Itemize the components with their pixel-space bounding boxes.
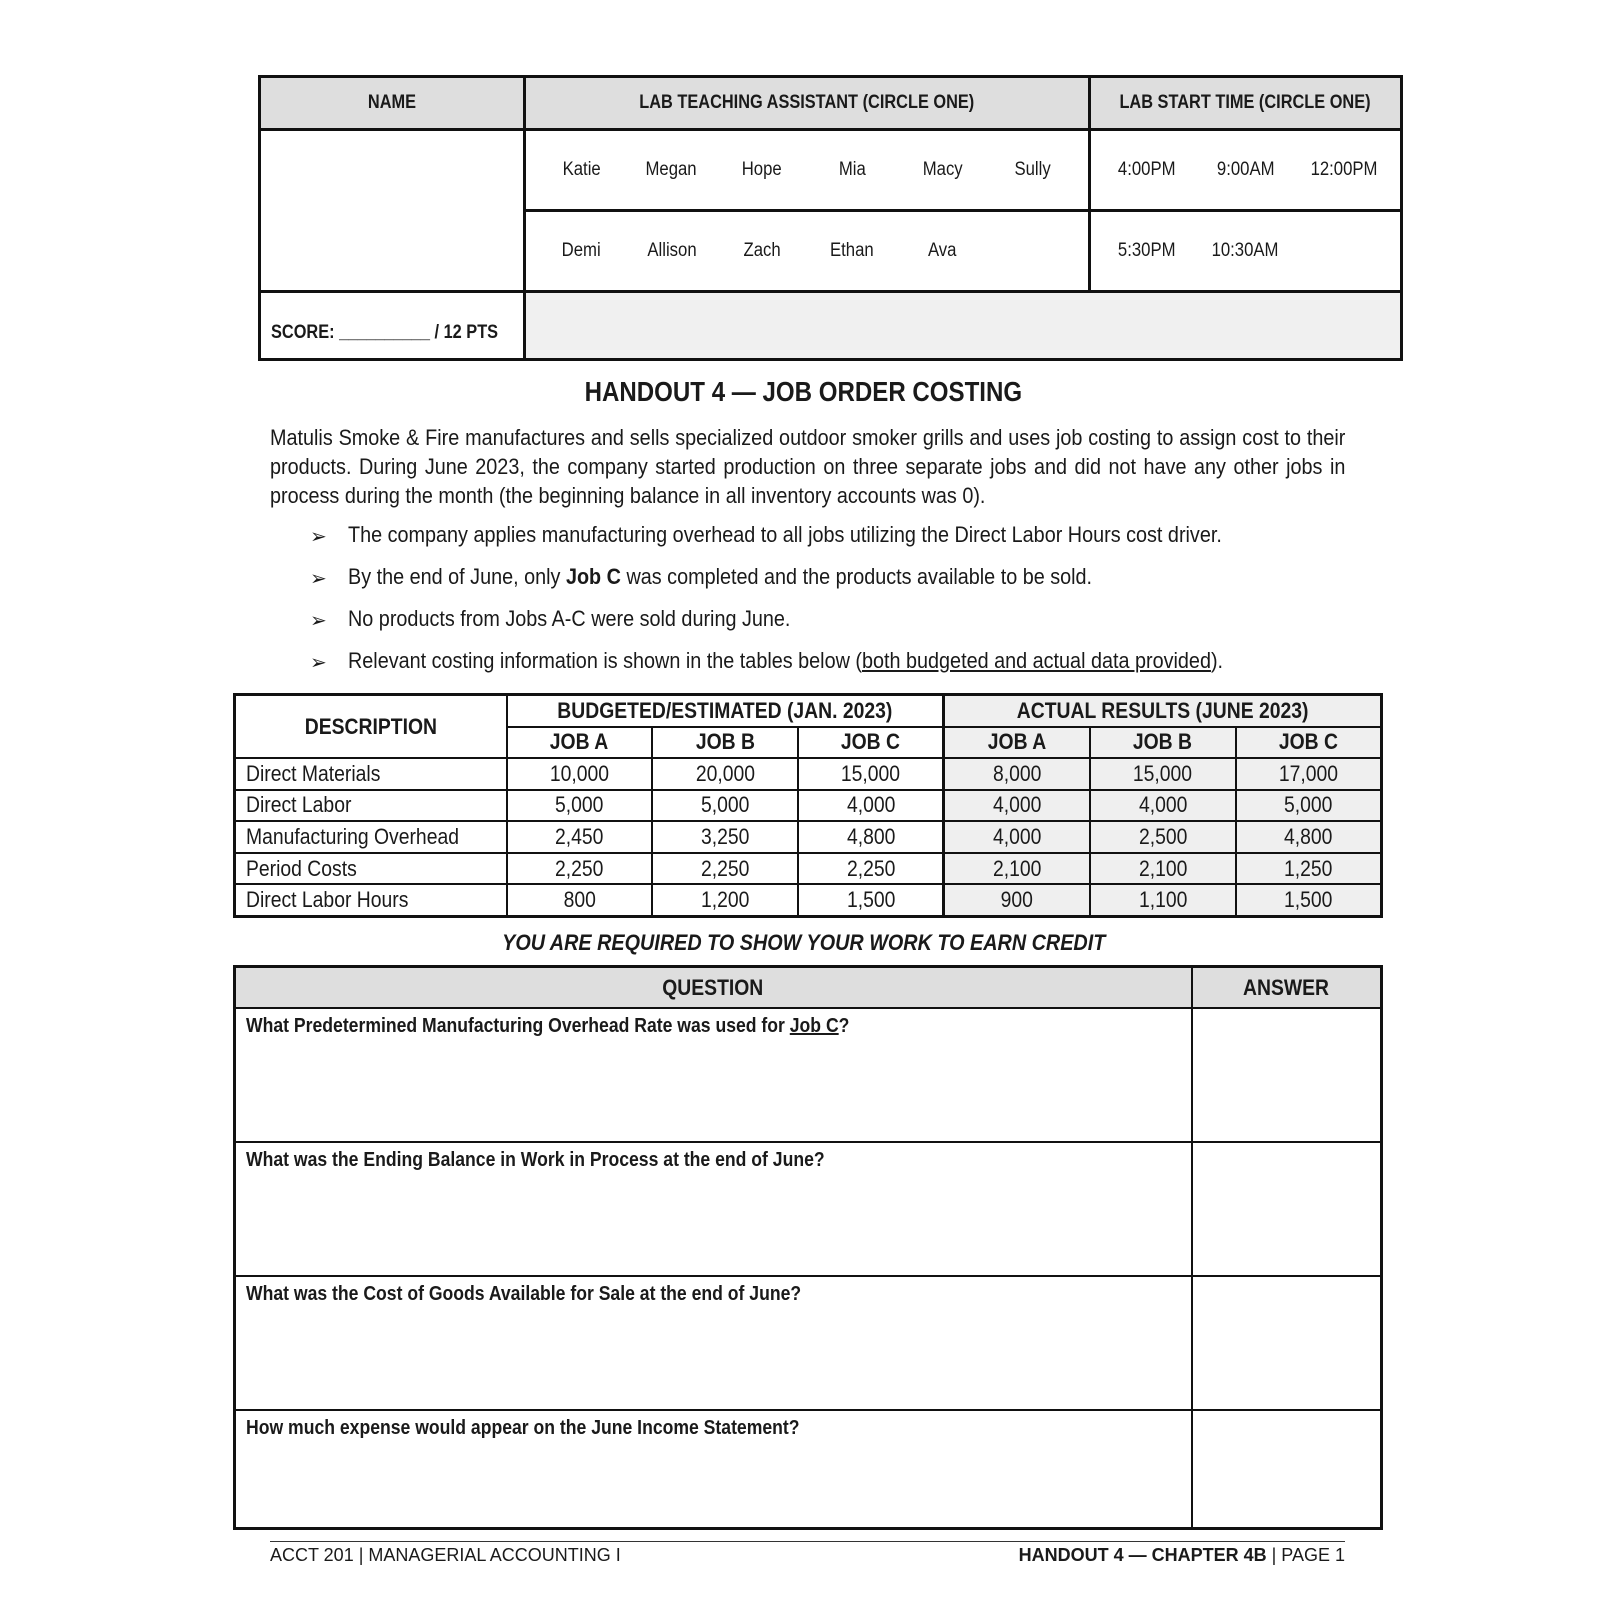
row-label: Direct Materials xyxy=(235,758,507,790)
time-option[interactable]: 10:30AM xyxy=(1212,240,1279,261)
ta-option[interactable]: Katie xyxy=(562,159,601,180)
score-gray-band xyxy=(525,292,1402,360)
job-header: JOB B xyxy=(1090,727,1236,759)
table-cell: 17,000 xyxy=(1236,758,1382,790)
list-item: ➢ The company applies manufacturing overhead to all jobs utilizing the Direct Labor Hours cost driver. xyxy=(310,522,1222,548)
table-cell: 4,000 xyxy=(798,790,944,822)
table-cell: 1,200 xyxy=(652,884,798,916)
job-header: JOB A xyxy=(944,727,1090,759)
score-field: SCORE: __________ / 12 PTS xyxy=(260,292,525,360)
time-option[interactable]: 5:30PM xyxy=(1117,240,1176,261)
table-cell: 2,100 xyxy=(944,853,1090,885)
question-header: QUESTION xyxy=(235,967,1192,1009)
answer-field-4[interactable] xyxy=(1192,1410,1382,1529)
table-cell: 8,000 xyxy=(944,758,1090,790)
table-cell: 4,800 xyxy=(798,821,944,853)
name-field[interactable] xyxy=(260,130,525,292)
arrow-bullet-icon: ➢ xyxy=(310,652,327,674)
table-cell: 4,000 xyxy=(944,821,1090,853)
intro-paragraph: Matulis Smoke & Fire manufactures and sells specialized outdoor smoker grills and uses job costing to assign cost to their products. During June 2023, the company started production on three separate jobs and did not have any other jobs in process during the month (the beginning balance in all inventory accounts was 0). xyxy=(270,425,1346,508)
question-2: What was the Ending Balance in Work in Process at the end of June? xyxy=(235,1142,1192,1276)
table-cell: 800 xyxy=(507,884,653,916)
answer-field-1[interactable] xyxy=(1192,1008,1382,1142)
row-label: Direct Labor Hours xyxy=(235,884,507,916)
description-header: DESCRIPTION xyxy=(235,695,507,759)
table-cell: 5,000 xyxy=(507,790,653,822)
ta-label: LAB TEACHING ASSISTANT (CIRCLE ONE) xyxy=(525,77,1090,130)
table-cell: 2,500 xyxy=(1090,821,1236,853)
question-4: How much expense would appear on the June Income Statement? xyxy=(235,1410,1192,1529)
cost-data-table xyxy=(233,693,1383,918)
table-row xyxy=(235,821,1382,853)
table-cell: 900 xyxy=(944,884,1090,916)
bullet-list xyxy=(310,522,1342,690)
table-row xyxy=(235,884,1382,916)
row-label: Manufacturing Overhead xyxy=(235,821,507,853)
ta-option[interactable]: Sully xyxy=(1014,159,1051,180)
ta-option[interactable]: Ethan xyxy=(830,240,875,261)
list-item: ➢ No products from Jobs A-C were sold during June. xyxy=(310,606,791,632)
footer-course: ACCT 201 | MANAGERIAL ACCOUNTING I xyxy=(270,1545,621,1565)
row-label: Direct Labor xyxy=(235,790,507,822)
time-option[interactable]: 9:00AM xyxy=(1216,159,1275,180)
table-cell: 2,250 xyxy=(652,853,798,885)
ta-option[interactable]: Zach xyxy=(743,240,781,261)
table-cell: 2,100 xyxy=(1090,853,1236,885)
arrow-bullet-icon: ➢ xyxy=(310,568,327,590)
ta-option[interactable]: Allison xyxy=(646,240,697,261)
student-info-header xyxy=(258,75,1403,361)
table-cell: 20,000 xyxy=(652,758,798,790)
page-footer xyxy=(270,1541,1345,1566)
ta-options-row1 xyxy=(525,130,1090,211)
table-cell: 1,500 xyxy=(1236,884,1382,916)
budget-header: BUDGETED/ESTIMATED (JAN. 2023) xyxy=(507,695,944,727)
footer-page: HANDOUT 4 — CHAPTER 4B | PAGE 1 xyxy=(1018,1545,1345,1565)
job-header: JOB B xyxy=(652,727,798,759)
time-option[interactable]: 12:00PM xyxy=(1311,159,1378,180)
ta-options-row2 xyxy=(525,211,1090,292)
ta-option[interactable]: Mia xyxy=(838,159,866,180)
time-label: LAB START TIME (CIRCLE ONE) xyxy=(1090,77,1402,130)
table-row xyxy=(235,790,1382,822)
ta-option[interactable]: Megan xyxy=(645,159,698,180)
job-header: JOB A xyxy=(507,727,653,759)
questions-table xyxy=(233,965,1383,1530)
answer-field-2[interactable] xyxy=(1192,1142,1382,1276)
table-cell: 2,250 xyxy=(507,853,653,885)
table-cell: 3,250 xyxy=(652,821,798,853)
ta-option[interactable]: Ava xyxy=(928,240,957,261)
job-header: JOB C xyxy=(798,727,944,759)
answer-header: ANSWER xyxy=(1192,967,1382,1009)
job-header: JOB C xyxy=(1236,727,1382,759)
table-cell: 2,250 xyxy=(798,853,944,885)
table-cell: 2,450 xyxy=(507,821,653,853)
table-row xyxy=(235,758,1382,790)
table-cell: 4,800 xyxy=(1236,821,1382,853)
answer-field-3[interactable] xyxy=(1192,1276,1382,1410)
table-cell: 1,100 xyxy=(1090,884,1236,916)
page-title: HANDOUT 4 — JOB ORDER COSTING xyxy=(584,376,1023,407)
arrow-bullet-icon: ➢ xyxy=(310,610,327,632)
time-options-row1 xyxy=(1090,130,1402,211)
table-row xyxy=(235,853,1382,885)
time-options-row2 xyxy=(1090,211,1402,292)
table-cell: 1,500 xyxy=(798,884,944,916)
list-item: ➢ By the end of June, only Job C was completed and the products available to be sold. xyxy=(310,564,1093,590)
table-cell: 15,000 xyxy=(1090,758,1236,790)
table-cell: 4,000 xyxy=(944,790,1090,822)
question-3: What was the Cost of Goods Available for Sale at the end of June? xyxy=(235,1276,1192,1410)
actual-header: ACTUAL RESULTS (JUNE 2023) xyxy=(944,695,1382,727)
table-cell: 5,000 xyxy=(1236,790,1382,822)
name-label: NAME xyxy=(260,77,525,130)
arrow-bullet-icon: ➢ xyxy=(310,526,327,548)
table-cell: 1,250 xyxy=(1236,853,1382,885)
table-cell: 10,000 xyxy=(507,758,653,790)
time-option[interactable]: 4:00PM xyxy=(1117,159,1176,180)
ta-option[interactable]: Demi xyxy=(561,240,601,261)
table-cell: 5,000 xyxy=(652,790,798,822)
table-cell: 4,000 xyxy=(1090,790,1236,822)
list-item: ➢ Relevant costing information is shown in the tables below (both budgeted and actual data provided). xyxy=(310,648,1224,674)
ta-option[interactable]: Hope xyxy=(741,159,782,180)
question-1: What Predetermined Manufacturing Overhead Rate was used for Job C? xyxy=(235,1008,1192,1142)
table-cell: 15,000 xyxy=(798,758,944,790)
ta-option[interactable]: Macy xyxy=(922,159,963,180)
row-label: Period Costs xyxy=(235,853,507,885)
required-note: YOU ARE REQUIRED TO SHOW YOUR WORK TO EARN CREDIT xyxy=(501,930,1106,955)
